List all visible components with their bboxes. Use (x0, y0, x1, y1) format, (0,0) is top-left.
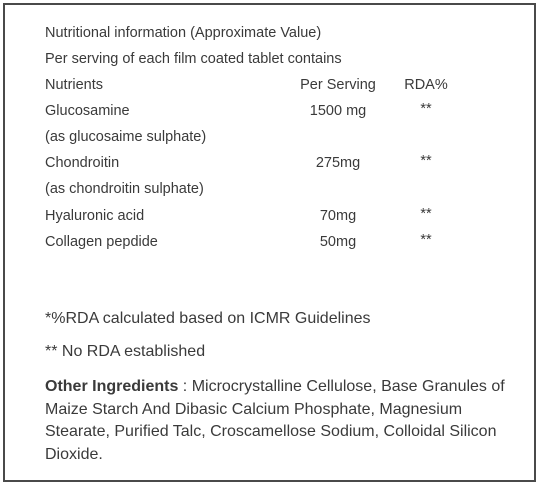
column-header-rda: RDA% (404, 77, 448, 93)
nutrient-name: Chondroitin (45, 155, 120, 171)
other-ingredients-text: : Microcrystalline Cellulose, Base Granules of Maize Starch And Dibasic Calcium Phosphate, Magnesium Stearate, Purified Talc, Croscamellose Sodium, Colloidal Silicon Dioxide. (45, 378, 505, 463)
serving-subtitle: Per serving of each film coated tablet contains (45, 51, 342, 67)
nutrient-name: Collagen pepdide (45, 234, 158, 250)
nutrient-serving: 1500 mg (309, 103, 367, 119)
other-ingredients-label: Other Ingredients (45, 378, 179, 395)
nutrient-rda: ** (420, 232, 432, 248)
column-header-per-serving: Per Serving (300, 77, 376, 93)
nutrient-serving: 275mg (315, 155, 361, 171)
other-ingredients-paragraph (45, 376, 525, 466)
nutrient-rda: ** (420, 153, 432, 169)
rda-footnote: *%RDA calculated based on ICMR Guidelines (45, 310, 371, 327)
nutrient-rda: ** (420, 206, 432, 222)
nutrient-note: (as glucosaime sulphate) (45, 129, 207, 145)
nutrient-name: Hyaluronic acid (45, 208, 145, 224)
nutrient-name: Glucosamine (45, 103, 130, 119)
nutrient-rda: ** (420, 101, 432, 117)
nutrient-serving: 50mg (319, 234, 357, 250)
nutrition-title: Nutritional information (Approximate Value) (45, 25, 322, 41)
nutrient-note: (as chondroitin sulphate) (45, 181, 204, 197)
nutrient-serving: 70mg (319, 208, 357, 224)
column-header-nutrients: Nutrients (45, 77, 104, 93)
no-rda-footnote: ** No RDA established (45, 343, 206, 360)
